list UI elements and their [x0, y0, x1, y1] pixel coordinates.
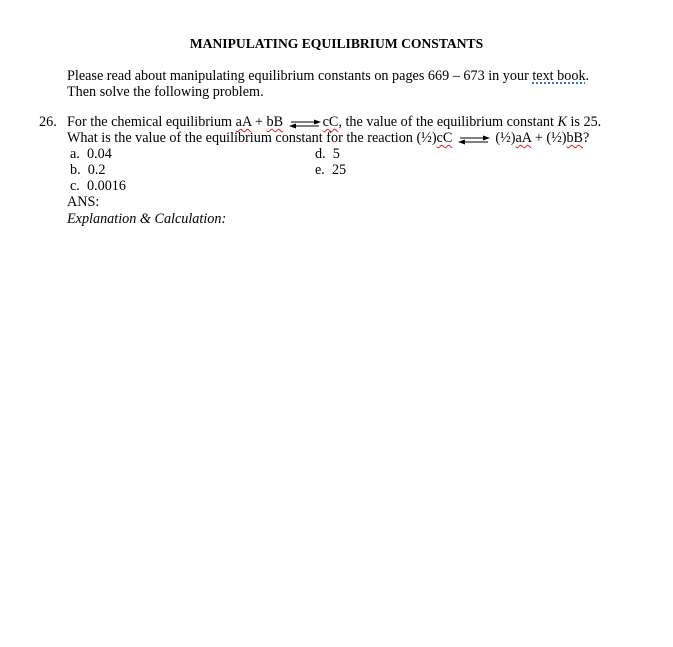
question-text: is 25.: [566, 114, 602, 130]
reactant-b: bB: [566, 130, 584, 146]
question-number: 26.: [39, 114, 57, 130]
option-letter: b.: [70, 162, 81, 178]
question-text: ?: [583, 130, 590, 146]
option-value: 0.0016: [86, 178, 126, 194]
option-letter: d.: [315, 146, 326, 162]
option-b: [70, 162, 105, 178]
explanation-label: Explanation & Calculation:: [67, 211, 227, 227]
reactant-a: aA: [235, 114, 252, 130]
question-line-2: [67, 130, 589, 146]
intro-text: Please read about manipulating equilibrium constants on pages 669 – 673 in your: [67, 68, 533, 84]
option-value: 0.04: [86, 146, 112, 162]
reactant-a: aA: [515, 130, 532, 146]
option-value: 0.2: [87, 162, 106, 178]
spacer: [283, 114, 287, 130]
option-value: 5: [332, 146, 340, 162]
option-value: 25: [331, 162, 347, 178]
intro-period: .: [585, 68, 590, 84]
option-c: [70, 178, 126, 194]
question-line-1: [67, 114, 601, 130]
option-a: [70, 146, 112, 162]
intro-line-2: Then solve the following problem.: [67, 84, 264, 100]
option-e: [315, 162, 346, 178]
reactant-b: bB: [266, 114, 284, 130]
equilibrium-arrow-icon: [457, 135, 491, 145]
product-c: cC: [322, 114, 339, 130]
option-letter: a.: [70, 146, 80, 162]
product-c: cC: [436, 130, 453, 146]
equilibrium-arrow-icon: [288, 119, 322, 129]
question-text: For the chemical equilibrium: [67, 114, 236, 130]
k-symbol: K: [557, 114, 567, 130]
option-d: [315, 146, 340, 162]
text-book-word: text book: [532, 68, 586, 84]
intro-line-1: [67, 68, 589, 84]
plus-sign: +: [251, 114, 267, 130]
option-letter: e.: [315, 162, 325, 178]
question-text: What is the value of the equilibrium constant for the reaction (½): [67, 130, 437, 146]
question-text: , the value of the equilibrium constant: [338, 114, 558, 130]
answer-label: ANS:: [67, 194, 100, 210]
option-letter: c.: [70, 178, 80, 194]
question-text: (½): [491, 130, 516, 146]
question-text: + (½): [531, 130, 567, 146]
page-title: MANIPULATING EQUILIBRIUM CONSTANTS: [189, 36, 484, 51]
